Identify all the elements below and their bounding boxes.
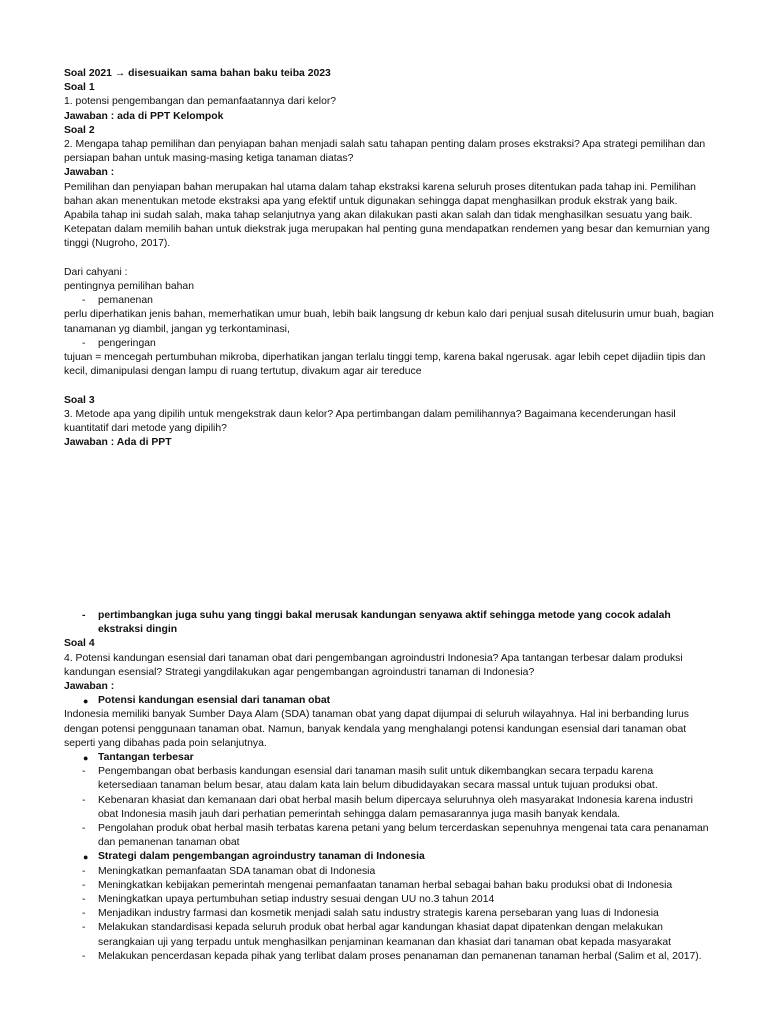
blank-line: [64, 252, 714, 266]
strategi-item: Meningkatkan upaya pertumbuhan setiap industry sesuai dengan UU no.3 tahun 2014: [98, 894, 495, 906]
dash-marker: -: [82, 950, 86, 962]
potensi-heading: Potensi kandungan esensial dari tanaman obat: [98, 695, 331, 707]
dash-marker: -: [82, 879, 86, 891]
pengeringan-label: pengeringan: [98, 337, 156, 349]
blank-line: [64, 379, 714, 393]
tantangan-item: Kebenaran khasiat dan kemanaan dari obat herbal masih belum dipercaya seluruhnya oleh masyarakat Indonesia karena industri obat Indonesia masih jauh dari perhatian pemerintah sehingga dalam pemasarannya juga masih banyak kendala.: [98, 794, 693, 820]
strategi-item: Melakukan standardisasi kepada seluruh produk obat herbal agar kandungan khasiat dapat dipatenkan dengan melakukan serangkaian uji yang terpadu untuk menghasilkan penjaminan keamanan dan khasiat dari tanaman obat kepada masyarakat: [98, 922, 672, 948]
potensi-text: Indonesia memiliki banyak Sumber Daya Alam (SDA) tanaman obat yang dapat dijumpai di seluruh wilayahnya. Hal ini berbanding lurus dengan potensi penggunaan tanaman obat. Namun, banyak kendala yang menghalangi potensi kandungan esensial dari tanaman obat seperti yang dibahas pada poin selanjutnya.: [64, 709, 689, 749]
list-item: [64, 609, 714, 637]
list-item: [64, 694, 714, 708]
list-item: [64, 907, 714, 921]
list-item: [64, 751, 714, 765]
soal-1-answer: Jawaban : ada di PPT Kelompok: [64, 110, 224, 122]
list-item: [64, 865, 714, 879]
list-item: [64, 822, 714, 850]
list-item: [64, 893, 714, 907]
dash-marker: -: [82, 295, 86, 307]
pemanenan-label: pemanenan: [98, 295, 153, 307]
bottom-block: [64, 609, 714, 964]
strategi-heading: Strategi dalam pengembangan agroindustry tanaman di Indonesia: [98, 851, 425, 863]
doc-title: Soal 2021 → disesuaikan sama bahan baku teiba 2023: [64, 68, 331, 79]
list-item: [64, 794, 714, 822]
tantangan-item: Pengolahan produk obat herbal masih terbatas karena petani yang belum tercerdaskan sepenuhnya mengenai tata cara penanaman dan pemanenan tanaman obat: [98, 823, 709, 849]
soal-2-question: 2. Mengapa tahap pemilihan dan penyiapan bahan menjadi salah satu tahapan penting dalam proses ekstraksi? Apa strategi pemilihan dan persiapan bahan untuk masing-masing ketiga tanaman diatas?: [64, 139, 706, 165]
bullet-marker: ●: [83, 696, 89, 707]
list-item: [64, 337, 714, 351]
top-block: [64, 67, 714, 450]
bullet-marker: ●: [83, 852, 89, 863]
soal-4-question: 4. Potensi kandungan esensial dari tanaman obat dari pengembangan agroindustri Indonesia? Apa tantangan terbesar dalam produksi kandungan esensial? Strategi yangdilakukan agar pengembangan agroindustri tanaman di Indonesia?: [64, 652, 683, 678]
bullet-marker: ●: [83, 753, 89, 764]
dash-marker: -: [82, 823, 86, 835]
strategi-item: Menjadikan industry farmasi dan kosmetik menjadi salah satu industry strategis karena persebaran yang luas di Indonesia: [98, 908, 659, 920]
pengeringan-text: tujuan = mencegah pertumbuhan mikroba, diperhatikan jangan terlalu tinggi temp, karena bakal ngerusak. agar lebih cepet dijadiin tipis dan kecil, dimanipulasi dengan lampu di ruang tertutup, divakum agar air tereduce: [64, 352, 706, 378]
dash-marker: -: [82, 922, 86, 934]
dash-marker: -: [82, 865, 86, 877]
soal-4-answer-label: Jawaban :: [64, 681, 115, 693]
list-item: [64, 850, 714, 864]
soal-1-heading: Soal 1: [64, 82, 95, 94]
soal-2-answer-label: Jawaban :: [64, 167, 115, 179]
dash-marker: -: [82, 794, 86, 806]
tantangan-heading: Tantangan terbesar: [98, 752, 194, 764]
soal-3-answer: Jawaban : Ada di PPT: [64, 437, 172, 449]
strategi-item: Meningkatkan pemanfaatan SDA tanaman obat di Indonesia: [98, 865, 376, 877]
tantangan-item: Pengembangan obat berbasis kandungan esensial dari tanaman masih sulit untuk dikembangkan secara terpadu karena ketersediaan tanaman belum besar, atau dalam kata lain belum dibudidayakan secara massal untuk tujuan produksi obat.: [98, 766, 658, 792]
dash-marker: -: [82, 610, 86, 621]
dash-marker: -: [82, 766, 86, 778]
list-item: [64, 879, 714, 893]
list-item: [64, 921, 714, 949]
pentingnya-label: pentingnya pemilihan bahan: [64, 281, 194, 293]
strategi-item: Meningkatkan kebijakan pemerintah mengenai pemanfaatan tanaman herbal sebagai bahan baku produksi obat di Indonesia: [98, 879, 673, 891]
strategi-item: Melakukan pencerdasan kepada pihak yang terlibat dalam proses penanaman dan pemanenan tanaman herbal (Salim et al, 2017).: [98, 950, 702, 962]
pemanenan-text: perlu diperhatikan jenis bahan, memerhatikan umur buah, lebih baik langsung dr kebun kalo dari penjual susah ditelusurin umur buah, bagian tanamanan yg diambil, jangan yg terkontaminasi,: [64, 309, 714, 335]
list-item: [64, 950, 714, 964]
soal-4-heading: Soal 4: [64, 638, 95, 650]
soal-2-heading: Soal 2: [64, 124, 95, 136]
dash-marker: -: [82, 908, 86, 920]
dash-marker: -: [82, 894, 86, 906]
soal-3-note: pertimbangkan juga suhu yang tinggi bakal merusak kandungan senyawa aktif sehingga metode yang cocok adalah ekstraksi dingin: [98, 610, 671, 636]
list-item: [64, 294, 714, 308]
soal-3-question: 3. Metode apa yang dipilih untuk mengekstrak daun kelor? Apa pertimbangan dalam pemilihannya? Bagaimana kecenderungan hasil kuantitatif dari metode yang dipilih?: [64, 408, 676, 435]
soal-3-heading: Soal 3: [64, 394, 95, 406]
soal-2-answer: Pemilihan dan penyiapan bahan merupakan hal utama dalam tahap ekstraksi karena seluruh proses ditentukan pada tahap ini. Pemilihan bahan akan menentukan metode ekstraksi apa yang efektif untuk digunakan sehingga dapat menghasilkan produk ekstrak yang baik. Apabila tahap ini sudah salah, maka tahap selanjutnya yang akan dilakukan pasti akan salah dan tidak menghasilkan sesuatu yang baik. Ketepatan dalam memilih bahan untuk diekstrak juga merupakan hal penting guna mendapatkan rendemen yang besar dan kemurnian yang tinggi (Nugroho, 2017).: [64, 181, 710, 250]
dash-marker: -: [82, 337, 86, 349]
soal-1-question: 1. potensi pengembangan dan pemanfaatannya dari kelor?: [64, 96, 337, 108]
list-item: [64, 765, 714, 793]
cahyani-label: Dari cahyani :: [64, 266, 128, 278]
